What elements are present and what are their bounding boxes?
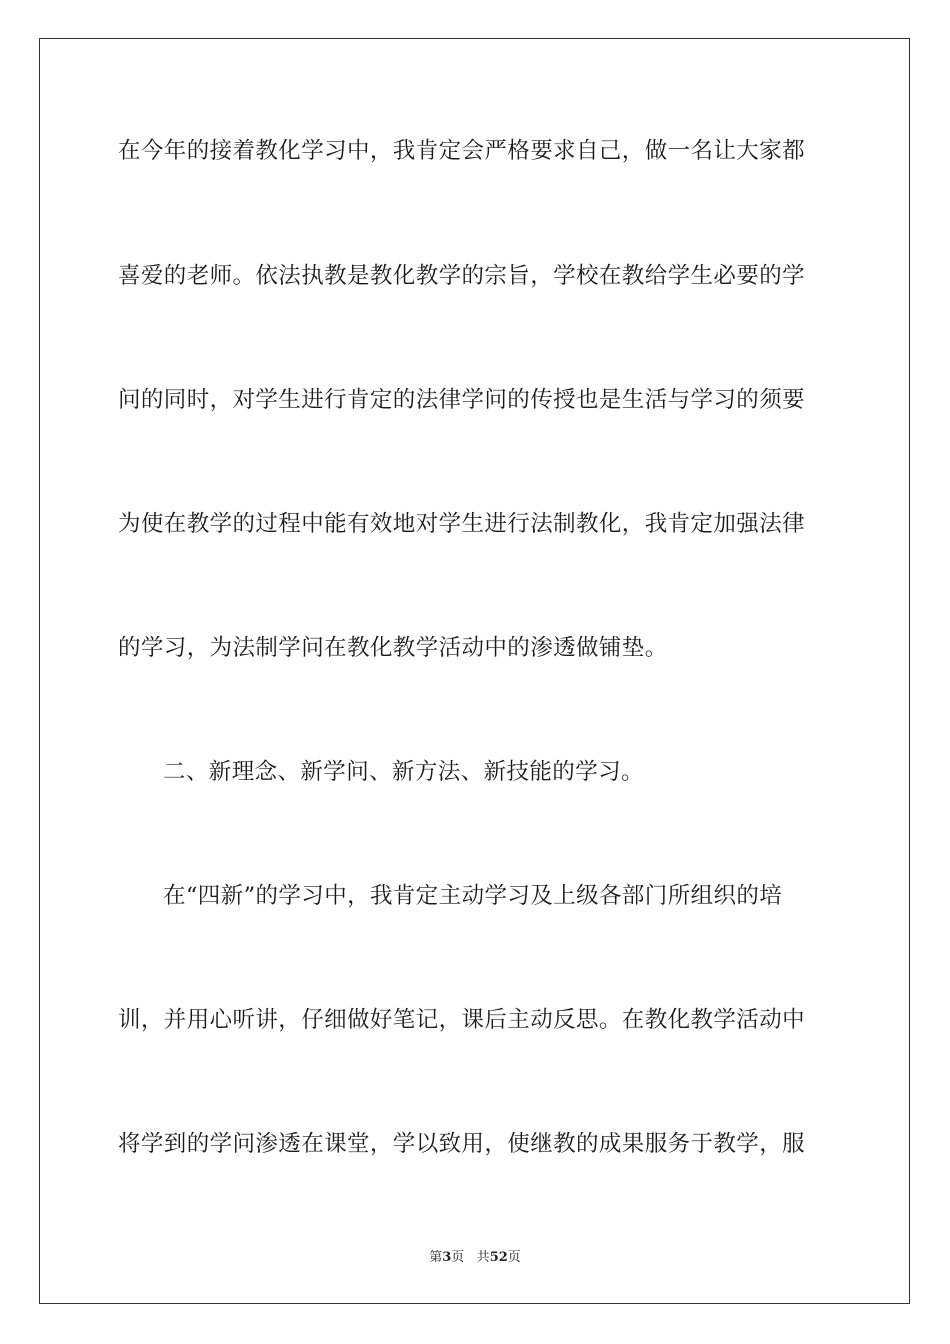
footer-total-suffix: 页 xyxy=(507,1250,521,1265)
body-line-8: 训，并用心听讲，仔细做好笔记，课后主动反思。在教化教学活动中 xyxy=(118,1007,806,1033)
body-line-7: 在“四新”的学习中，我肯定主动学习及上级各部门所组织的培 xyxy=(163,883,783,909)
body-line-5: 的学习，为法制学问在教化教学活动中的渗透做铺垫。 xyxy=(118,635,668,661)
section-heading: 二、新理念、新学问、新方法、新技能的学习。 xyxy=(163,759,644,785)
body-line-2: 喜爱的老师。依法执教是教化教学的宗旨，学校在教给学生必要的学 xyxy=(118,263,806,289)
footer-total-pages: 52 xyxy=(489,1250,508,1265)
body-line-1: 在今年的接着教化学习中，我肯定会严格要求自己，做一名让大家都 xyxy=(118,138,806,164)
page-footer xyxy=(0,1250,950,1266)
footer-page-prefix: 第 xyxy=(429,1250,443,1265)
body-line-3: 问的同时，对学生进行肯定的法律学问的传授也是生活与学习的须要 xyxy=(118,387,806,413)
footer-total-prefix: 共 xyxy=(476,1250,490,1265)
body-line-4: 为使在教学的过程中能有效地对学生进行法制教化，我肯定加强法律 xyxy=(118,511,806,537)
footer-page-suffix: 页 xyxy=(451,1250,465,1265)
body-line-9: 将学到的学问渗透在课堂，学以致用，使继教的成果服务于教学，服 xyxy=(118,1131,806,1157)
footer-page-number: 3 xyxy=(442,1250,452,1265)
page-border xyxy=(39,38,910,1304)
